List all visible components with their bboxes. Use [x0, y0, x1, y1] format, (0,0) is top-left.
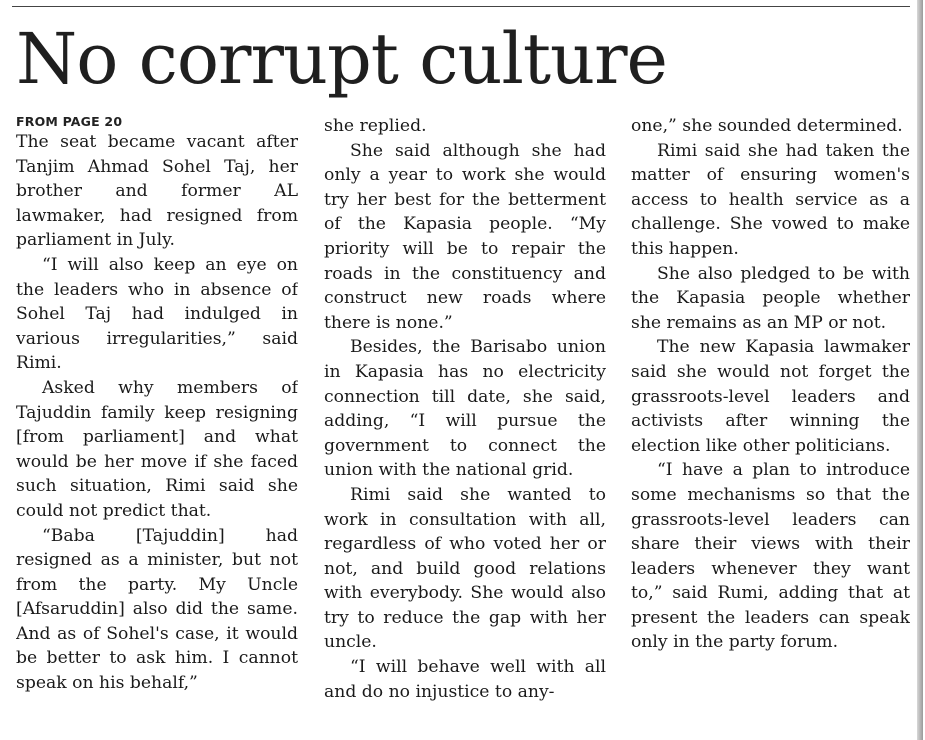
article-column-1	[16, 114, 298, 740]
headline: No corrupt culture	[16, 18, 667, 100]
paragraph: Rimi said she wanted to work in consultation with all, regardless of who voted her or not, and build good relations with everybody. She would also try to reduce the gap with her uncle.	[324, 484, 606, 653]
paragraph: She said although she had only a year to work she would try her best for the betterment of the Kapasia people. “My priority will be to repair the roads in the constituency and construct new roads where there is none.”	[324, 140, 606, 333]
paragraph: Besides, the Barisabo union in Kapasia has no electricity connection till date, she said, adding, “I will pursue the government to connect the union with the national grid.	[324, 337, 606, 481]
paragraph: she replied.	[324, 116, 427, 136]
article-column-2	[324, 114, 606, 740]
paragraph: “I have a plan to introduce some mechanisms so that the grassroots-level leaders can share their views with their leaders whenever they want to,” said Rumi, adding that at present the leaders can speak only in the party forum.	[631, 460, 910, 653]
paragraph: one,” she sounded determined.	[631, 116, 903, 136]
paragraph: Rimi said she had taken the matter of ensuring women's access to health service as a challenge. She vowed to make this happen.	[631, 140, 910, 259]
paragraph: Asked why members of Tajuddin family keep resigning [from parliament] and what would be her move if she faced such situation, Rimi said she could not predict that.	[16, 377, 298, 521]
paragraph: “Baba [Tajuddin] had resigned as a minister, but not from the party. My Uncle [Afsaruddin] also did the same. And as of Sohel's case, it would be better to ask him. I cannot speak on his behalf,”	[16, 525, 298, 694]
paragraph: She also pledged to be with the Kapasia people whether she remains as an MP or not.	[631, 263, 910, 333]
kicker-from-page: FROM PAGE 20	[16, 114, 123, 129]
paragraph: “I will behave well with all and do no injustice to any-	[324, 657, 606, 702]
paragraph: “I will also keep an eye on the leaders who in absence of Sohel Taj had indulged in various irregularities,” said Rimi.	[16, 254, 298, 374]
page-edge-shadow	[917, 0, 923, 740]
paragraph: The seat became vacant after Tanjim Ahmad Sohel Taj, her brother and former AL lawmaker, had resigned from parliament in July.	[16, 132, 298, 251]
top-rule	[12, 6, 910, 7]
paragraph: The new Kapasia lawmaker said she would not forget the grassroots-level leaders and activists after winning the election like other politicians.	[631, 337, 910, 456]
article-column-3	[631, 114, 910, 740]
